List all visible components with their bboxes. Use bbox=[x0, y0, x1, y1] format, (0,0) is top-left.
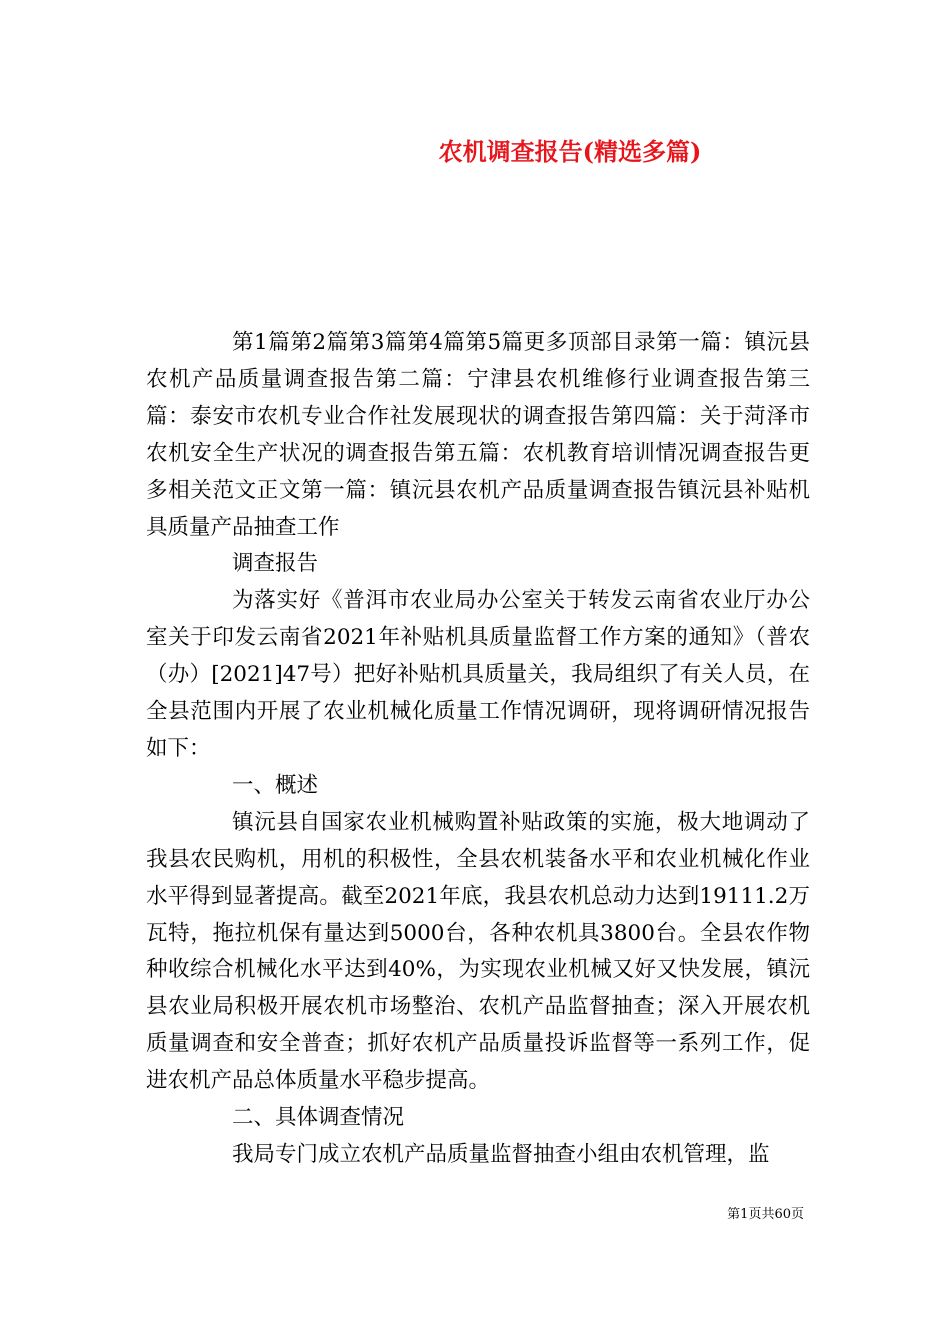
section-heading-details: 二、具体调查情况 bbox=[232, 1105, 405, 1131]
document-body bbox=[146, 325, 810, 1174]
paragraph-intro: 为落实好《普洱市农业局办公室关于转发云南省农业厅办公室关于印发云南省2021年补贴机具质量监督工作方案的通知》（普农（办）[2021]47号）把好补贴机具质量关，我局组织了有关人员，在全县范围内开展了农业机械化质量工作情况调研，现将调研情况报告如下： bbox=[146, 588, 810, 761]
paragraph-toc: 第1篇第2篇第3篇第4篇第5篇更多顶部目录第一篇：镇沅县农机产品质量调查报告第二篇：宁津县农机维修行业调查报告第三篇：泰安市农机专业合作社发展现状的调查报告第四篇：关于菏泽市农机安全生产状况的调查报告第五篇：农机教育培训情况调查报告更多相关范文正文第一篇：镇沅县农机产品质量调查报告镇沅县补贴机具质量产品抽查工作 bbox=[146, 330, 810, 540]
paragraph-overview: 镇沅县自国家农业机械购置补贴政策的实施，极大地调动了我县农民购机，用机的积极性，全县农机装备水平和农业机械化作业水平得到显著提高。截至2021年底，我县农机总动力达到19111.2万瓦特，拖拉机保有量达到5000台，各种农机具3800台。全县农作物种收综合机械化水平达到40%，为实现农业机械又好又快发展，镇沅县农业局积极开展农机市场整治、农机产品监督抽查；深入开展农机质量调查和安全普查；抓好农机产品质量投诉监督等一系列工作，促进农机产品总体质量水平稳步提高。 bbox=[146, 809, 810, 1094]
page-number-footer: 第1页共60页 bbox=[727, 1207, 804, 1222]
paragraph-details: 我局专门成立农机产品质量监督抽查小组由农机管理，监 bbox=[232, 1141, 770, 1167]
document-title: 农机调查报告(精选多篇) bbox=[438, 137, 702, 166]
paragraph-report-heading: 调查报告 bbox=[232, 551, 319, 577]
section-heading-overview: 一、概述 bbox=[232, 772, 319, 798]
